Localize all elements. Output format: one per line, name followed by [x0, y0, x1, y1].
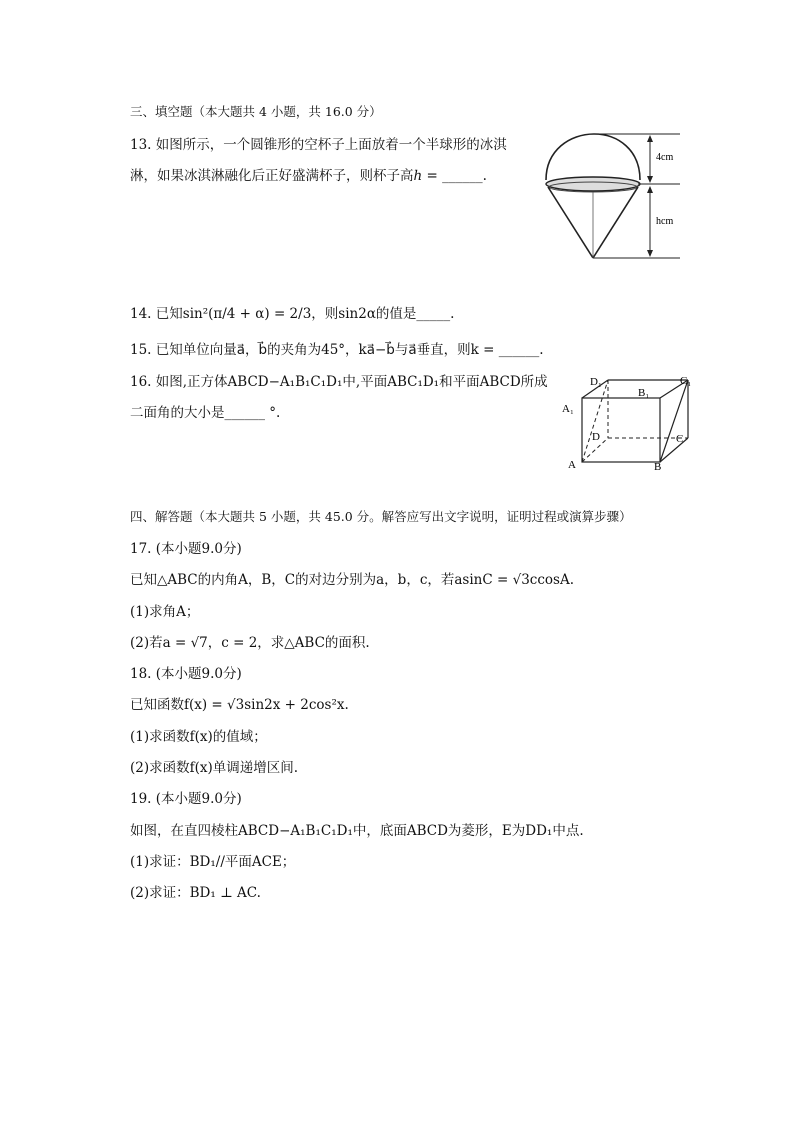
q16-line-1: 16. 如图,正方体ABCD−A₁B₁C₁D₁中,平面ABC₁D₁和平面ABCD所成 — [130, 374, 548, 390]
section-3-header: 三、填空题（本大题共 4 小题，共 16.0 分） — [130, 104, 382, 119]
cube-label-c: C — [676, 433, 684, 445]
q15: 15. 已知单位向量a⃗，b⃗的夹角为45°，ka⃗−b⃗与a⃗垂直，则k = ______. — [130, 342, 544, 358]
ice-cream-cone-figure — [540, 130, 700, 270]
cube-label-a: A — [568, 459, 576, 471]
q17-line-3: (2)若a = √7，c = 2，求△ABC的面积. — [130, 635, 370, 651]
q18-title: 18. (本小题9.0分) — [130, 666, 242, 682]
cube-label-d1: D₁ — [590, 376, 602, 388]
q17-title: 17. (本小题9.0分) — [130, 541, 242, 557]
q13-line-2: 淋，如果冰淇淋融化后正好盛满杯子，则杯子高ℎ = ______. — [130, 168, 487, 184]
q18-line-1: 已知函数f(x) = √3sin2x + 2cos²x. — [130, 697, 349, 713]
q19-line-2: (1)求证：BD₁//平面ACE； — [130, 854, 296, 870]
cone-label-hcm: hcm — [656, 216, 674, 227]
q19-line-1: 如图，在直四棱柱ABCD−A₁B₁C₁D₁中，底面ABCD为菱形，E为DD₁中点. — [130, 823, 584, 839]
q18-line-2: (1)求函数f(x)的值域； — [130, 729, 267, 745]
q13-line-1: 13. 如图所示，一个圆锥形的空杯子上面放着一个半球形的冰淇 — [130, 137, 507, 153]
q17-line-1: 已知△ABC的内角A，B，C的对边分别为a，b，c，若asinC = √3ccosA. — [130, 572, 575, 588]
q17-line-2: (1)求角A； — [130, 604, 200, 620]
cone-label-4cm: 4cm — [656, 152, 674, 163]
q19-line-3: (2)求证：BD₁ ⊥ AC. — [130, 885, 261, 901]
cube-label-c1: C₁ — [680, 375, 692, 387]
q14: 14. 已知sin²(π/4 + α) = 2/3，则sin2α的值是_____. — [130, 306, 455, 322]
cube-label-a1: A₁ — [562, 403, 574, 415]
cube-label-b: B — [654, 461, 662, 472]
cube-figure — [560, 372, 700, 472]
section-4-header: 四、解答题（本大题共 5 小题，共 45.0 分。解答应写出文字说明，证明过程或演算步骤） — [130, 509, 632, 524]
cube-label-d: D — [592, 431, 600, 443]
q18-line-3: (2)求函数f(x)单调递增区间. — [130, 760, 299, 776]
q19-title: 19. (本小题9.0分) — [130, 791, 242, 807]
q16-line-2: 二面角的大小是______ °. — [130, 405, 281, 421]
cube-label-b1: B₁ — [638, 387, 650, 399]
